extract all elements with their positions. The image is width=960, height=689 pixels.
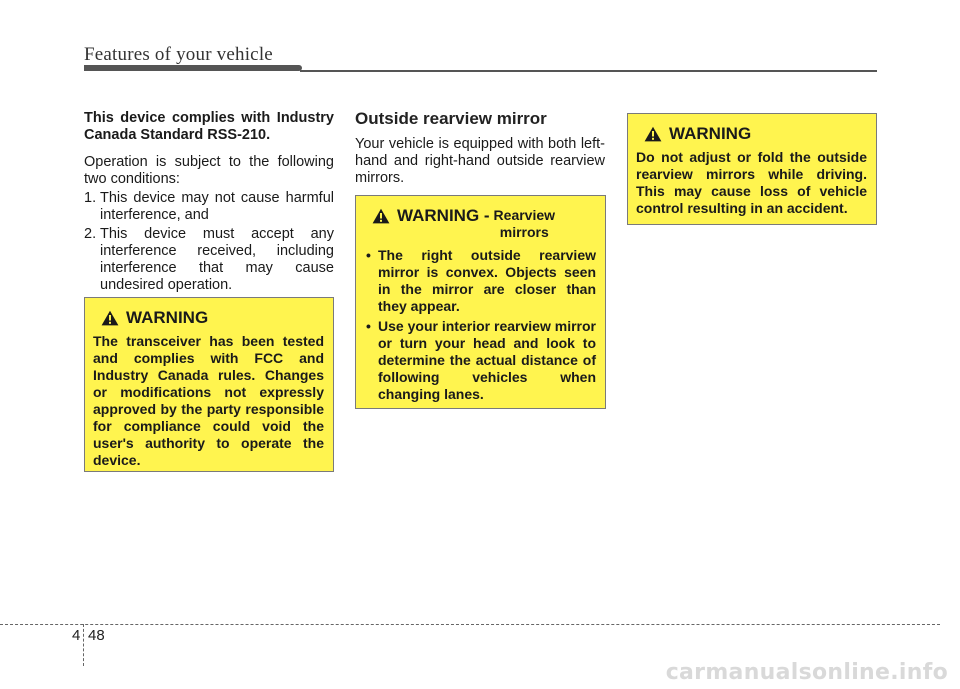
watermark: carmanualsonline.info — [665, 660, 948, 685]
warning-text: The transceiver has been tested and complies with FCC and Industry Canada rules. Changes or modifications not expressly approved by the party responsible for compliance could void the user's authority to operate the device. — [93, 333, 324, 468]
condition-number: 2. — [84, 226, 97, 242]
header-rule-thick — [84, 65, 302, 71]
warning-header — [644, 125, 867, 143]
section-paragraph: Your vehicle is equipped with both left-hand and right-hand outside rearview mirrors. — [355, 136, 605, 186]
warning-triangle-icon — [644, 126, 662, 142]
conditions-list — [84, 190, 334, 294]
chapter-number: 4 — [72, 627, 81, 644]
warning-title: WARNING - — [397, 206, 490, 225]
warning-triangle-icon — [101, 310, 119, 326]
warning-header — [101, 309, 324, 327]
left-column — [84, 110, 334, 296]
bullet-icon: • — [366, 318, 371, 334]
conditions-intro: Operation is subject to the following two conditions: — [84, 154, 334, 187]
compliance-statement: This device complies with Industry Canada Standard RSS-210. — [84, 110, 334, 143]
page-header-title: Features of your vehicle — [84, 44, 273, 65]
warning-box-fcc — [84, 297, 334, 472]
condition-text: This device must accept any interference received, including interference that may cause undesired operation. — [100, 226, 334, 293]
warning-item-text: The right outside rearview mirror is convex. Objects seen in the mirror are closer than they appear. — [378, 247, 596, 314]
warning-triangle-icon — [372, 208, 390, 224]
condition-item — [84, 190, 334, 224]
condition-number: 1. — [84, 190, 97, 206]
warning-subtitle-line: mirrors — [499, 224, 549, 240]
warning-list-item — [364, 318, 596, 403]
warning-subtitle — [494, 207, 555, 241]
warning-text: Do not adjust or fold the outside rearview mirrors while driving. This may cause loss of vehicle control resulting in an accident. — [636, 149, 867, 216]
bullet-icon: • — [366, 247, 371, 263]
condition-text: This device may not cause harmful interference, and — [100, 190, 334, 223]
middle-column — [355, 110, 605, 197]
warning-list — [364, 247, 596, 403]
warning-box-mirror-adjust — [627, 113, 877, 225]
footer-rule — [0, 624, 940, 625]
condition-item — [84, 226, 334, 294]
page-number: 48 — [88, 627, 105, 644]
warning-title: WARNING — [126, 308, 209, 327]
warning-item-text: Use your interior rearview mirror or turn your head and look to determine the actual distance of following vehicles when changing lanes. — [378, 318, 596, 402]
warning-title: WARNING — [669, 124, 752, 143]
section-heading: Outside rearview mirror — [355, 109, 547, 128]
warning-header — [372, 207, 596, 241]
warning-box-rearview-mirrors — [355, 195, 606, 409]
warning-list-item — [364, 247, 596, 315]
footer-divider — [83, 624, 84, 666]
warning-subtitle-line: Rearview — [493, 207, 556, 223]
header-rule-thin — [300, 70, 877, 72]
